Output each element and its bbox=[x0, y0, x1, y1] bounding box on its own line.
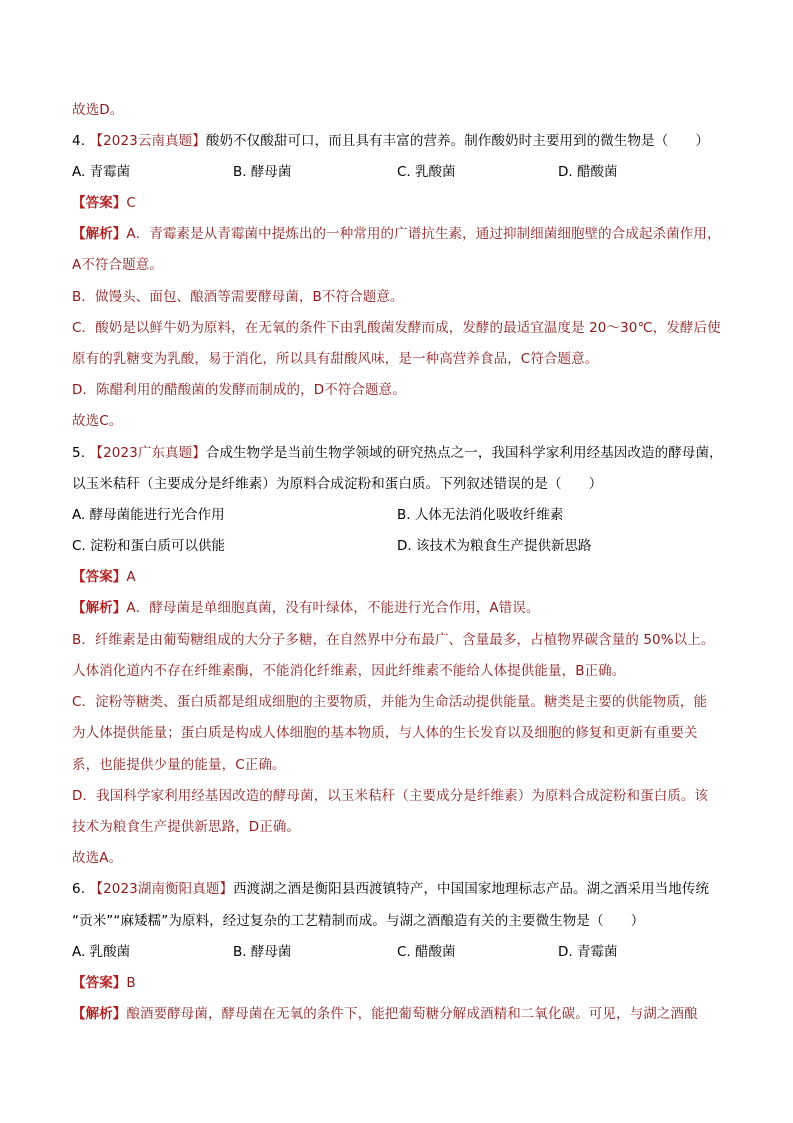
option-c: C. 淀粉和蛋白质可以供能 bbox=[72, 538, 226, 554]
option-c: C. 乳酸菌 bbox=[397, 164, 456, 180]
answer-line bbox=[72, 193, 136, 213]
question-text: “贡米”“麻矮糯”为原料，经过复杂的工艺精制而成。与湖之酒酿造有关的主要微生物是（ ） bbox=[72, 913, 645, 929]
option-d: D. 醋酸菌 bbox=[558, 164, 618, 180]
option-a: A. 乳酸菌 bbox=[72, 944, 131, 960]
question-source: 【2023湖南衡阳真题】 bbox=[89, 881, 234, 897]
option-c: C. 醋酸菌 bbox=[397, 944, 456, 960]
option-b: B. 酵母菌 bbox=[233, 944, 292, 960]
explanation-line: 【解析】A．酵母菌是单细胞真菌，没有叶绿体，不能进行光合作用，A错误。 bbox=[72, 600, 540, 616]
question-text: 酸奶不仅酸甜可口，而且具有丰富的营养。制作酸奶时主要用到的微生物是（ ） bbox=[205, 133, 710, 149]
question-number: 6. bbox=[72, 881, 86, 897]
option-b: B. 酵母菌 bbox=[233, 164, 292, 180]
conclusion-line: 故选C。 bbox=[72, 413, 123, 429]
question-5 bbox=[72, 443, 723, 463]
explanation-line: 【解析】酿酒要酵母菌，酵母菌在无氧的条件下，能把葡萄糖分解成酒精和二氧化碳。可见，与湖之酒酿 bbox=[72, 1006, 698, 1022]
explanation-label: 【解析】 bbox=[72, 600, 127, 616]
explanation-line: C．酸奶是以鲜牛奶为原料，在无氧的条件下由乳酸菌发酵而成，发酵的最适宜温度是 20～30℃，发酵后使 bbox=[72, 320, 721, 336]
question-4 bbox=[72, 131, 709, 151]
option-a: A. 青霉菌 bbox=[72, 164, 131, 180]
option-d: D. 青霉菌 bbox=[558, 944, 618, 960]
answer-label: 【答案】 bbox=[72, 569, 127, 585]
option-a: A. 酵母菌能进行光合作用 bbox=[72, 507, 225, 523]
explanation-line: B．纤维素是由葡萄糖组成的大分子多糖，在自然界中分布最广、含量最多，占植物界碳含量的 50%以上。 bbox=[72, 632, 715, 648]
explanation-label: 【解析】 bbox=[72, 1006, 127, 1022]
explanation-line: D．陈醋利用的醋酸菌的发酵而制成的，D不符合题意。 bbox=[72, 382, 406, 398]
question-text: 以玉米秸秆（主要成分是纤维素）为原料合成淀粉和蛋白质。下列叙述错误的是（ ） bbox=[72, 476, 603, 492]
question-number: 5. bbox=[72, 445, 86, 461]
explanation-line: 为人体提供能量；蛋白质是构成人体细胞的基本物质，与人体的生长发育以及细胞的修复和更新有重要关 bbox=[72, 725, 698, 741]
explanation-line: A不符合题意。 bbox=[72, 257, 163, 273]
explanation-line: 技术为粮食生产提供新思路，D正确。 bbox=[72, 819, 301, 835]
explanation-line: 系，也能提供少量的能量，C正确。 bbox=[72, 757, 286, 773]
question-number: 4. bbox=[72, 133, 86, 149]
explanation-line: B．做馒头、面包、酿酒等需要酵母菌，B不符合题意。 bbox=[72, 289, 404, 305]
question-text: 合成生物学是当前生物学领域的研究热点之一，我国科学家利用经基因改造的酵母菌， bbox=[205, 445, 723, 461]
explanation-line: 人体消化道内不存在纤维素酶，不能消化纤维素，因此纤维素不能给人体提供能量，B正确。 bbox=[72, 663, 626, 679]
answer-value: A bbox=[126, 569, 136, 585]
explanation-line: D．我国科学家利用经基因改造的酵母菌，以玉米秸秆（主要成分是纤维素）为原料合成淀粉和蛋白质。该 bbox=[72, 788, 709, 804]
answer-line bbox=[72, 973, 136, 993]
answer-value: C bbox=[126, 195, 136, 211]
explanation-label: 【解析】 bbox=[72, 226, 127, 242]
answer-line bbox=[72, 567, 136, 587]
answer-label: 【答案】 bbox=[72, 975, 127, 991]
explanation-line: 【解析】A．青霉素是从青霉菌中提炼出的一种常用的广谱抗生素，通过抑制细菌细胞壁的合成起杀菌作用， bbox=[72, 226, 721, 242]
option-d: D. 该技术为粮食生产提供新思路 bbox=[397, 538, 592, 554]
explanation-line: C．淀粉等糖类、蛋白质都是组成细胞的主要物质，并能为生命活动提供能量。糖类是主要的供能物质，能 bbox=[72, 694, 708, 710]
question-source: 【2023广东真题】 bbox=[89, 445, 206, 461]
question-6 bbox=[72, 879, 709, 899]
answer-label: 【答案】 bbox=[72, 195, 127, 211]
option-b: B. 人体无法消化吸收纤维素 bbox=[397, 507, 564, 523]
answer-value: B bbox=[126, 975, 136, 991]
conclusion-line: 故选D。 bbox=[72, 102, 124, 118]
question-source: 【2023云南真题】 bbox=[89, 133, 206, 149]
explanation-line: 原有的乳糖变为乳酸，易于消化，所以具有甜酸风味，是一种高营养食品，C符合题意。 bbox=[72, 351, 599, 367]
conclusion-line: 故选A。 bbox=[72, 850, 123, 866]
question-text: 西渡湖之酒是衡阳县西渡镇特产，中国国家地理标志产品。湖之酒采用当地传统 bbox=[233, 881, 710, 897]
